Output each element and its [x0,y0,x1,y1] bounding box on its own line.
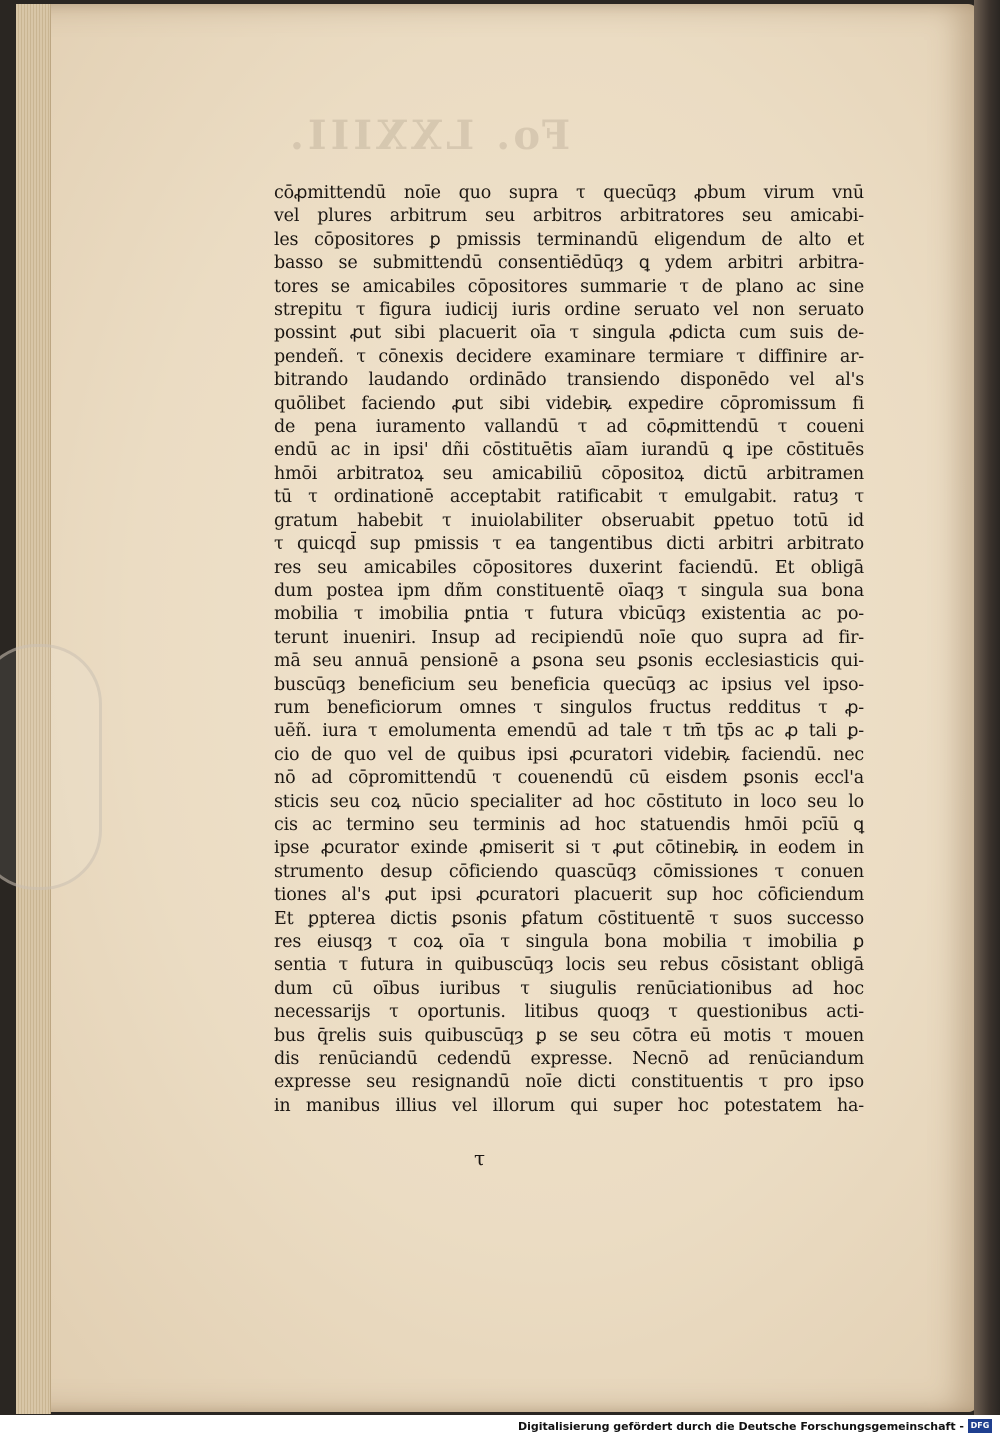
text-line: bus q̄relis suis quibuscūqȝ ꝑ se seu cōtra eū motis τ mouen [274,1025,864,1046]
footer-bar [0,1415,1000,1441]
book-spine [974,0,1000,1415]
text-line: ipse ꝓcurator exinde ꝓmiserit si τ ꝓut cōtinebiꝶ in eodem in [274,838,864,859]
text-line: cio de quo vel de quibus ipsi ꝓcuratori videbiꝶ faciendū. nec [274,744,864,765]
text-line: bitrando laudando ordinādo transiendo disponēdo vel al's [274,370,864,391]
text-line: uēñ. iura τ emolumenta emendū ad tale τ tm̄ tp̄s ac ꝓ tali ꝑ- [274,721,864,742]
text-line: in manibus illius vel illorum qui super hoc potestatem ha- [274,1095,864,1116]
funding-credit: Digitalisierung gefördert durch die Deutsche Forschungsgemeinschaft - [517,1420,964,1433]
text-line: possint ꝓut sibi placuerit oīa τ singula ꝓdicta cum suis de- [274,323,864,344]
text-line: sticis seu coꝝ nūcio specialiter ad hoc cōstituto in loco seu lo [274,791,864,812]
text-line: de pena iuramento vallandū τ ad cōꝓmittendū τ coueni [274,417,864,438]
text-line: dis renūciandū cedendū expresse. Necnō ad renūciandum [274,1049,864,1070]
text-line: buscūqȝ beneficium seu beneficia quecūqȝ ac ipsius vel ipso- [274,674,864,695]
text-line: tū τ ordinationē acceptabit ratificabit τ emulgabit. ratuȝ τ [274,487,864,508]
text-line: sentia τ futura in quibuscūqȝ locis seu rebus cōsistant obligā [274,955,864,976]
dfg-logo: DFG [968,1419,992,1433]
text-line: rum beneficiorum omnes τ singulos fructus redditus τ ꝓ- [274,697,864,718]
text-line: cis ac termino seu terminis ad hoc statuendis hmōi pcīū ꝗ [274,814,864,835]
text-line: terunt inueniri. Insup ad recipiendū noīe quo supra ad fir- [274,627,864,648]
text-line: nō ad cōpromittendū τ couenendū cū eisdem ꝑsonis eccl'a [274,768,864,789]
bookmark-tab-outline [0,644,102,890]
text-line: dum cū oībus iuribus τ siugulis renūciationibus ad hoc [274,978,864,999]
folio-show-through: Fo. LXXIII. [286,112,571,159]
catchword-mark: τ [474,1146,486,1170]
text-line: res seu amicabiles cōpositores duxerint faciendū. Et obligā [274,557,864,578]
text-line: tores se amicabiles cōpositores summarie τ de plano ac sine [274,276,864,297]
text-line: dum postea ipm dñm constituentē oīaqȝ τ singula sua bona [274,580,864,601]
text-line: vel plures arbitrum seu arbitros arbitratores seu amicabi- [274,206,864,227]
text-line: cōꝓmittendū noīe quo supra τ quecūqȝ ꝓbum virum vnū [274,183,864,203]
text-line: Et ꝑpterea dictis ꝑsonis ꝑfatum cōstituentē τ suos successo [274,908,864,929]
text-line: mā seu annuā pensionē a ꝑsona seu ꝑsonis ecclesiasticis qui- [274,651,864,672]
text-line: tiones al's ꝓut ipsi ꝓcuratori placuerit sup hoc cōficiendum [274,885,864,906]
text-line: quōlibet faciendo ꝓut sibi videbiꝶ expedire cōpromissum fi [274,393,864,414]
text-line: expresse seu resignandū noīe dicti constituentis τ pro ipso [274,1072,864,1093]
printed-text-block [274,182,864,1118]
text-line: hmōi arbitratoꝝ seu amicabiliū cōpositoꝝ dictū arbitramen [274,463,864,484]
text-line: strepitu τ figura iudicij iuris ordine seruato vel non seruato [274,300,864,321]
text-line: endū ac in ipsi' dñi cōstituētis aīam iurandū ꝗ ipe cōstituēs [274,440,864,461]
book-page [16,4,978,1412]
text-line: pendeñ. τ cōnexis decidere examinare termiare τ diffinire ar- [274,346,864,367]
text-line: τ quicqd̄ sup pmissis τ ea tangentibus dicti arbitri arbitrato [274,534,864,555]
text-line: les cōpositores ꝑ pmissis terminandū eligendum de alto et [274,229,864,250]
text-line: strumento desup cōficiendo quascūqȝ cōmissiones τ conuen [274,861,864,882]
text-line: mobilia τ imobilia ꝑntia τ futura vbicūqȝ existentia ac po- [274,604,864,625]
text-line: necessarijs τ oportunis. litibus quoqȝ τ questionibus acti- [274,1002,864,1023]
text-line: res eiusqȝ τ coꝝ oīa τ singula bona mobilia τ imobilia ꝑ [274,932,864,952]
text-line: basso se submittendū consentiēdūqȝ ꝗ ydem arbitri arbitra- [274,253,864,274]
text-line: gratum habebit τ inuiolabiliter obseruabit ꝑpetuo totū id [274,510,864,531]
